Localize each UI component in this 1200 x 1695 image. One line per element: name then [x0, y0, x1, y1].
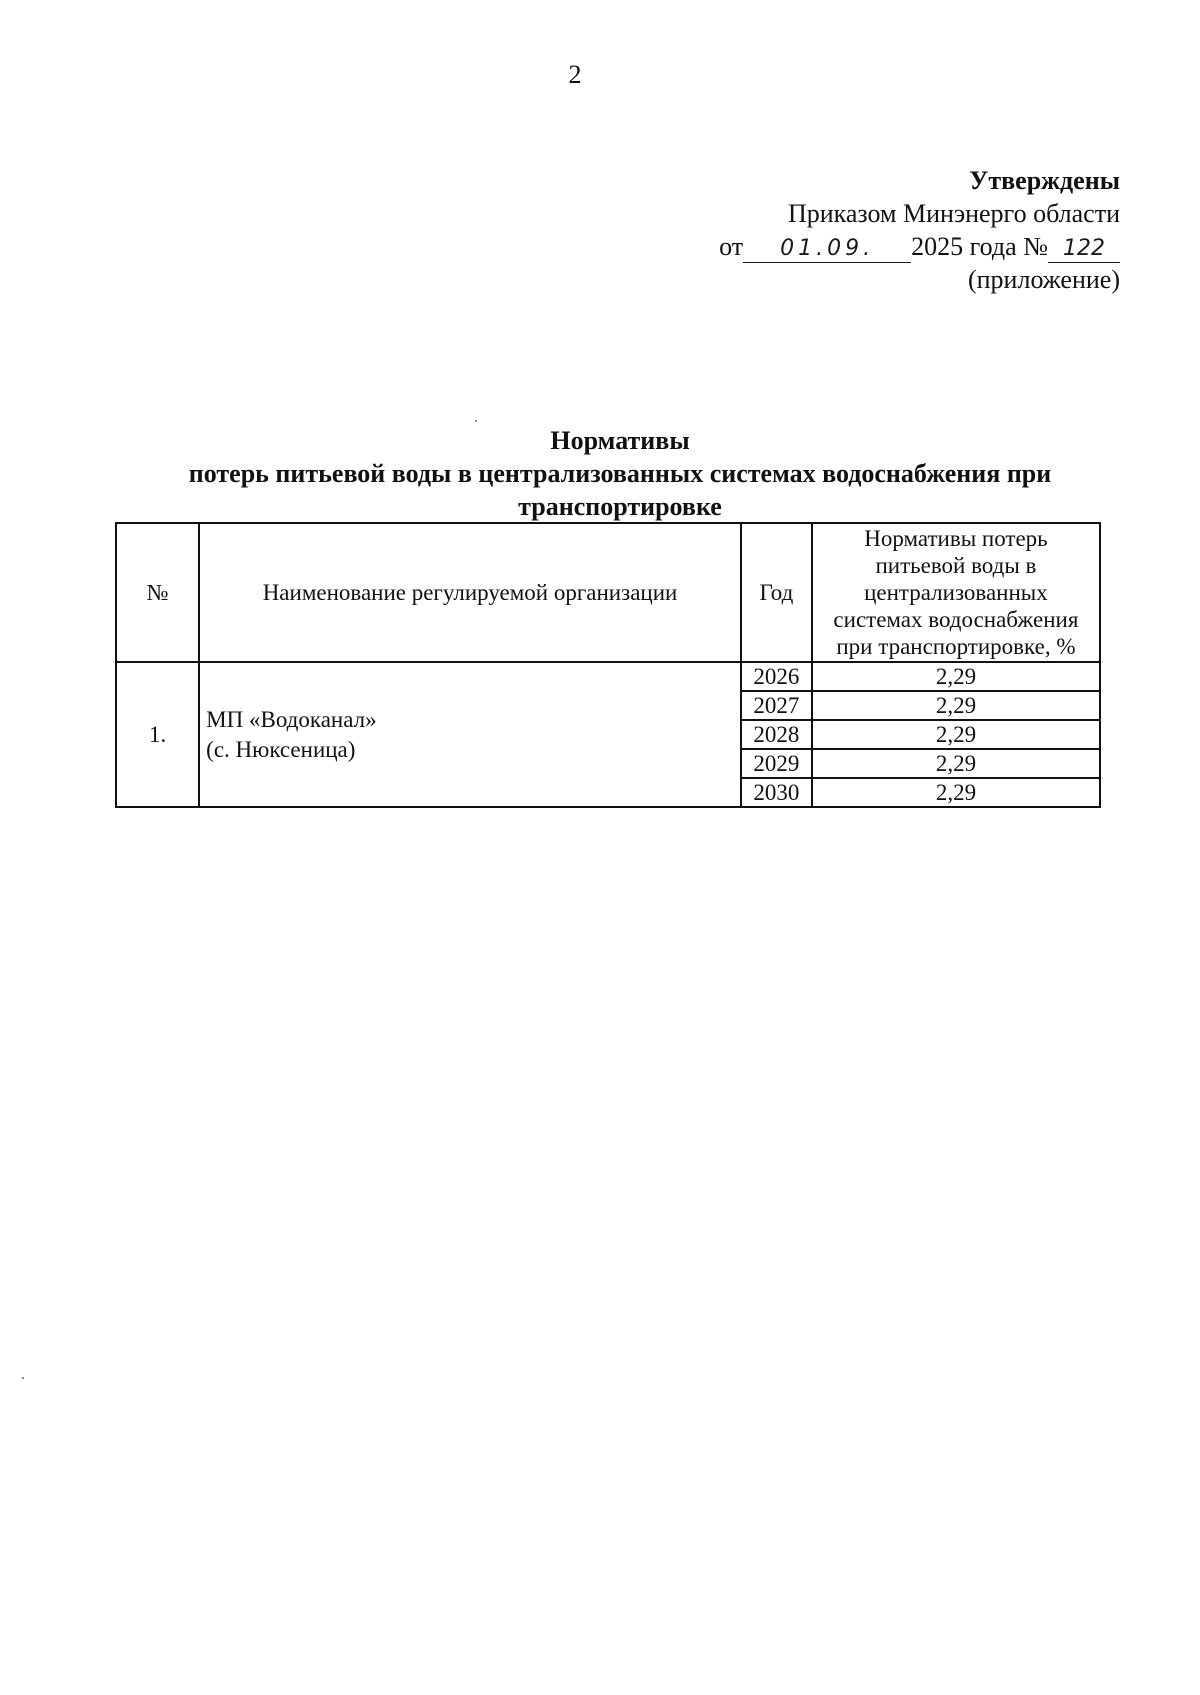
- scan-speck: [22, 1377, 24, 1379]
- approval-heading: Утверждены: [969, 166, 1120, 195]
- approval-prefix: от: [719, 232, 744, 261]
- table-row: [116, 662, 1100, 691]
- year-cell: 2028: [741, 720, 812, 749]
- year-cell: 2027: [741, 691, 812, 720]
- entry-number: 1.: [116, 662, 199, 807]
- norm-value-cell: 2,29: [812, 749, 1100, 778]
- header-year: Год: [741, 523, 812, 662]
- year-cell: 2026: [741, 662, 812, 691]
- entry-organization: [199, 662, 741, 807]
- header-number: №: [116, 523, 199, 662]
- year-cell: 2029: [741, 749, 812, 778]
- title-line-2: потерь питьевой воды в централизованных системах водоснабжения при транспортировке: [188, 459, 1052, 521]
- norm-value-cell: 2,29: [812, 691, 1100, 720]
- page-number: 2: [568, 60, 582, 89]
- organization-place: (с. Нюксеница): [206, 736, 356, 762]
- norm-value-cell: 2,29: [812, 778, 1100, 807]
- approval-order-line: Приказом Минэнерго области: [787, 199, 1120, 228]
- title-line-1: Нормативы: [550, 426, 690, 455]
- norm-value-cell: 2,29: [812, 720, 1100, 749]
- approval-year-text: 2025 года №: [911, 232, 1048, 261]
- table-header-row: [116, 523, 1100, 662]
- norms-table: [115, 522, 1101, 808]
- handwritten-date: 01.09.: [743, 236, 911, 263]
- year-cell: 2030: [741, 778, 812, 807]
- organization-name: МП «Водоканал»: [206, 706, 377, 732]
- approval-block: [719, 164, 1120, 296]
- approval-date-line: [719, 230, 1120, 263]
- scan-speck: [475, 420, 477, 422]
- approval-appendix: (приложение): [967, 265, 1120, 294]
- document-title: [120, 424, 1120, 523]
- header-organization: Наименование регулируемой организации: [199, 523, 741, 662]
- norm-value-cell: 2,29: [812, 662, 1100, 691]
- header-norm: Нормативы потерь питьевой воды в централизованных системах водоснабжения при транспортировке, %: [812, 523, 1100, 662]
- handwritten-order-number: 122: [1048, 236, 1120, 263]
